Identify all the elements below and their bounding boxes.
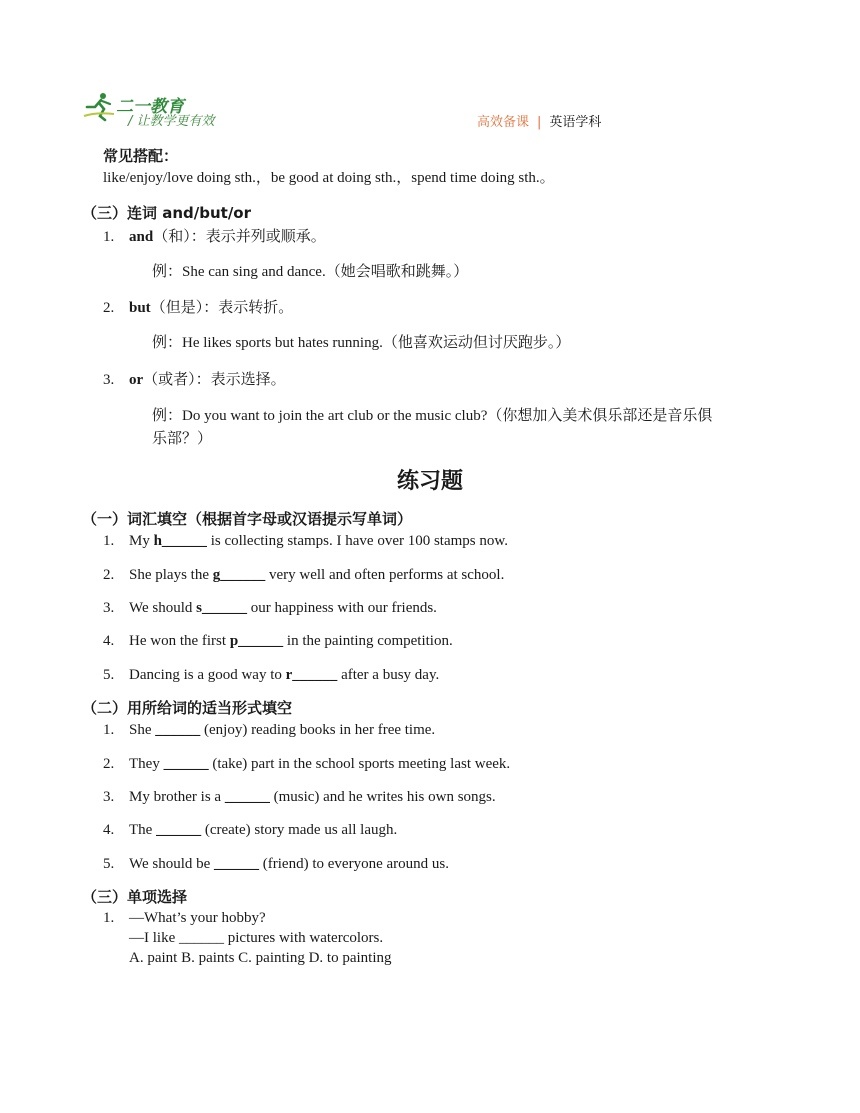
example-label: 例： — [152, 262, 183, 280]
part1-heading: （一）词汇填空（根据首字母或汉语提示写单词） — [82, 510, 413, 528]
question-pre: My — [129, 533, 154, 549]
question-blank: ______ — [224, 789, 270, 805]
item-number: 3. — [103, 372, 115, 388]
question-hint: p______ — [229, 633, 284, 649]
question-post: (friend) to everyone around us. — [259, 856, 449, 872]
question-pre: She — [129, 722, 156, 738]
question-hint: h______ — [153, 533, 207, 549]
conj-item — [103, 369, 286, 390]
example-cn: （你想加入美术俱乐部还是音乐俱 — [487, 406, 713, 424]
question-item — [103, 787, 496, 807]
question-item — [103, 631, 453, 651]
question-pre: My brother is a — [129, 789, 225, 805]
question-item — [103, 665, 439, 685]
conj-desc: （或者）：表示选择。 — [143, 370, 286, 388]
item-number: 3. — [103, 600, 115, 616]
item-number: 2. — [103, 300, 115, 316]
conj-item — [103, 297, 293, 318]
question-post: in the painting competition. — [283, 633, 453, 649]
item-number: 4. — [103, 822, 115, 838]
question-item — [103, 820, 397, 840]
example-en: Do you want to join the art club or the music club? — [182, 408, 488, 424]
item-number: 1. — [103, 722, 115, 738]
question-pre: We should — [129, 600, 197, 616]
question-item — [103, 754, 510, 774]
header-separator: | — [537, 115, 542, 130]
conj-word: but — [129, 300, 151, 316]
part2-heading: （二）用所给词的适当形式填空 — [82, 699, 293, 717]
question-pre: They — [129, 756, 164, 772]
collocation-label: 常见搭配： — [103, 147, 179, 165]
question-post: (enjoy) reading books in her free time. — [200, 722, 436, 738]
item-number: 1. — [103, 229, 115, 245]
question-blank: ______ — [155, 722, 201, 738]
question-blank: ______ — [163, 756, 209, 772]
question-post: (music) and he writes his own songs. — [269, 789, 496, 805]
conj-word: and — [129, 229, 154, 245]
question-pre: He won the first — [129, 633, 230, 649]
question-post: after a busy day. — [337, 667, 440, 683]
logo-brand: 二一教育 — [116, 97, 184, 117]
item-number: 1. — [103, 910, 115, 926]
question-item — [103, 720, 435, 740]
question-hint: s______ — [196, 600, 247, 616]
conjunction-heading: （三）连词 and/but/or — [82, 204, 252, 222]
conj-desc: （但是）：表示转折。 — [150, 298, 294, 316]
item-number: 2. — [103, 567, 115, 583]
question-blank: ______ — [214, 856, 260, 872]
question-post: is collecting stamps. I have over 100 stamps now. — [206, 533, 508, 549]
choice-line1: —What’s your hobby? — [129, 910, 266, 926]
header-subject — [477, 111, 601, 130]
conj-example — [152, 405, 712, 426]
choice-question — [103, 908, 266, 928]
item-number: 1. — [103, 533, 115, 549]
choice-line2: —I like ______ pictures with watercolors. — [129, 930, 384, 946]
choice-options: A. paint B. paints C. painting D. to painting — [129, 950, 392, 966]
example-label: 例： — [152, 406, 183, 424]
question-item — [103, 531, 508, 551]
collocation-text: like/enjoy/love doing sth.，be good at doing sth.，spend time doing sth.。 — [103, 170, 555, 186]
header-left-label: 高效备课 — [477, 115, 530, 130]
question-pre: She plays the — [129, 567, 213, 583]
question-item — [103, 854, 449, 874]
question-pre: The — [129, 822, 157, 838]
exercise-title: 练习题 — [396, 469, 463, 494]
question-post: our happiness with our friends. — [246, 600, 437, 616]
example-en: He likes sports but hates running. — [182, 335, 383, 351]
conj-desc: （和）：表示并列或顺承。 — [153, 227, 326, 245]
header-right-label: 英语学科 — [549, 115, 602, 130]
item-number: 5. — [103, 856, 115, 872]
logo-slogan: / 让教学更有效 — [128, 114, 215, 129]
page-header — [0, 0, 860, 140]
item-number: 5. — [103, 667, 115, 683]
question-post: very well and often performs at school. — [265, 567, 505, 583]
example-cn: （他喜欢运动但讨厌跑步。） — [382, 333, 571, 351]
item-number: 2. — [103, 756, 115, 772]
item-number: 3. — [103, 789, 115, 805]
question-item — [103, 598, 437, 618]
example-label: 例： — [152, 333, 183, 351]
question-item — [103, 565, 504, 585]
question-hint: r______ — [285, 667, 338, 683]
question-blank: ______ — [156, 822, 202, 838]
question-post: (take) part in the school sports meeting last week. — [208, 756, 511, 772]
example-cn-continued: 乐部？） — [152, 429, 213, 447]
question-pre: We should be — [129, 856, 215, 872]
item-number: 4. — [103, 633, 115, 649]
question-pre: Dancing is a good way to — [129, 667, 286, 683]
conj-item — [103, 226, 326, 247]
conj-example — [152, 332, 570, 353]
example-cn: （她会唱歌和跳舞。） — [325, 262, 469, 280]
example-en: She can sing and dance. — [182, 264, 326, 280]
part3-heading: （三）单项选择 — [82, 888, 188, 906]
question-hint: g______ — [212, 567, 266, 583]
logo — [82, 92, 272, 132]
question-post: (create) story made us all laugh. — [201, 822, 398, 838]
conj-example — [152, 261, 468, 282]
conj-word: or — [129, 372, 144, 388]
